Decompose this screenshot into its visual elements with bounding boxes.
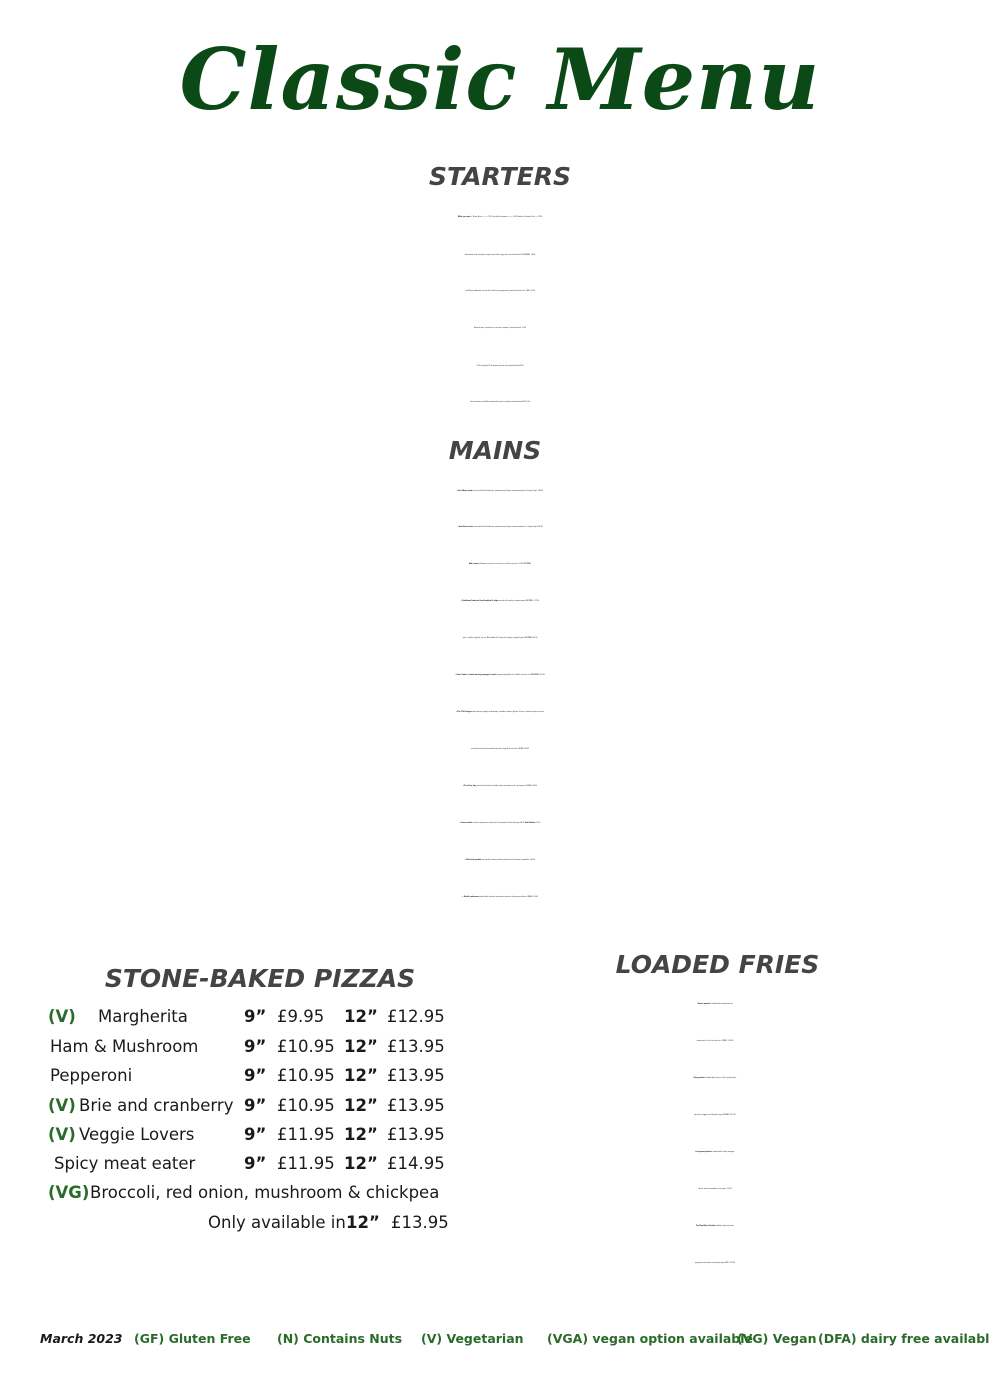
main-name: +Owen Taylor’s award winning sausage & mash (455, 675, 496, 676)
main-tag: (VGA/DFA) (530, 675, 539, 676)
main-desc: Mini haddock & chips with mushy or garden peas (486, 638, 524, 639)
fries-desc: cheese and a homemade curry sauce £13.50 (698, 1189, 732, 1190)
tomatoes-price: £2.95 (512, 217, 518, 218)
main-price: £10.50 (532, 638, 538, 639)
main-price: £28.95 (537, 491, 543, 492)
add-chicken-price: £3.50 (536, 823, 541, 824)
fries-price: £14.95 (729, 1263, 735, 1264)
main-plus: + (462, 638, 464, 639)
pizza-size-12: 12” (344, 1007, 378, 1026)
fries-price: £12.95 (730, 1115, 736, 1116)
pizza-size-9: 9” (244, 1096, 267, 1115)
pizza-price-9: £10.95 (277, 1037, 335, 1056)
main-desc: served with creamy mashed potatoes and seasonal vegetables £14.95 (481, 860, 536, 861)
pizza-price-12: £13.95 (387, 1037, 445, 1056)
sauce-label: Add a sauce: (468, 564, 480, 565)
main-tag: (VGA) (526, 786, 532, 787)
main-desc: served with mash or chunky chips, seasonal veg & a red wine jus (476, 786, 526, 787)
main-price: £15.95 (523, 749, 530, 750)
fries-item-meat (480, 1226, 950, 1227)
fries-item-dirty-cont (480, 1115, 950, 1116)
pizza-price-12: £13.95 (387, 1125, 445, 1144)
fries-item-classic-cont (480, 1041, 950, 1042)
breads-price: £2.95 (537, 217, 543, 218)
pizza-price-9: £9.95 (277, 1007, 325, 1026)
starter-item (0, 366, 1000, 367)
legend-gf: (GF) Gluten Free (134, 1331, 251, 1346)
pizza-name: Veggie Lovers (79, 1125, 195, 1144)
starter-tag: (VG) (525, 291, 530, 292)
pizza-price-12: £13.95 (387, 1066, 445, 1085)
pizza-tag: (V) (48, 1007, 76, 1026)
main-name: +Rich beef goulash (464, 860, 482, 861)
starter-price: £9.95 (519, 366, 524, 367)
pizza-name: Ham & Mushroom (50, 1037, 199, 1056)
starter-price: £7.50 (521, 328, 527, 329)
fries-name: Dirty poutine: (693, 1078, 706, 1079)
pizza-price-9: £10.95 (277, 1066, 335, 1085)
main-tag: (GF/DFA) (524, 638, 532, 639)
main-price: £14.95 (539, 675, 545, 676)
sauce-option (0, 564, 1000, 565)
starter-item (0, 291, 1000, 292)
olives-tag: (V/GF) (482, 217, 487, 218)
pizza-name: Brie and cranberry (79, 1096, 234, 1115)
mains-heading: MAINS (448, 436, 542, 465)
main-desc: croutons, parmesan, anchovies & homemade Caesar dressing £9.95 (472, 823, 525, 824)
starter-tag: (V) (522, 402, 526, 403)
pizza-price-12: £13.95 (391, 1213, 449, 1232)
starter-item (0, 255, 1000, 256)
starter-price: £6.95 (530, 291, 535, 292)
olives-price: £2.95 (487, 217, 492, 218)
main-price: £16.50 (531, 786, 538, 787)
fries-item-meat-cont (480, 1263, 950, 1264)
main-desc: served with field mushroom, parmesan and thyme roasted tomatoes & chunky chips (473, 491, 537, 492)
pizza-name: Spicy meat eater (54, 1154, 196, 1173)
while-you-wait-line (0, 217, 1000, 218)
pizza-price-12: £13.95 (387, 1096, 445, 1115)
main-price: £14.50 (532, 897, 538, 898)
fries-desc: Loaded with mozzarella and (711, 1004, 733, 1005)
pizza-size-12: 12” (344, 1066, 378, 1085)
fries-tag: (V/GF) (721, 1041, 728, 1042)
main-desc: 6oz premium quality steak burger, cheddar, tomato, gherkin, lettuce, chipotle mayo served on (472, 712, 544, 713)
legend-v: (V) Vegetarian (421, 1331, 524, 1346)
legend-n: (N) Contains Nuts (277, 1331, 403, 1346)
starter-text: Cauliflower tabbouleh served with scallions, pomegranate seeds and fresh mint (465, 291, 525, 292)
main-item-carbonara (0, 897, 1000, 898)
main-name: +Traditional battered fresh haddock & chips (460, 601, 499, 602)
pizza-price-9: £10.95 (277, 1096, 335, 1115)
pizza-size-9: 9” (244, 1125, 267, 1144)
starter-text: Chilli and garlic Pil Pil prawns served with toasted bread (476, 366, 519, 367)
pizza-tag: (V) (48, 1125, 76, 1144)
main-item-haddock (0, 601, 1000, 602)
fries-item-classic (480, 1004, 950, 1005)
fries-item-currywurst-cont (480, 1189, 950, 1190)
pizza-size-9: 9” (244, 1007, 267, 1026)
main-name: + British carbonara (462, 897, 479, 898)
pizza-size-12: 12” (344, 1096, 378, 1115)
main-lead: For a smaller appetite, try our (463, 638, 487, 639)
main-desc: served with mushy (498, 601, 514, 602)
pizza-size-12: 12” (344, 1037, 378, 1056)
pizza-tag: (V) (48, 1096, 76, 1115)
fries-desc: pepperoni, prosciutto and smoky mayo (695, 1263, 725, 1264)
main-desc: served with field mushroom, parmesan and thyme roasted tomatoes & chunky chips (473, 527, 537, 528)
main-desc: a brioche bun with homemade slaw onion rings & skin-on fries (470, 749, 518, 750)
starters-heading: STARTERS (429, 162, 571, 191)
starter-text: Fresh tomato and buffalo mozzarella served on garlicy toasted bread (470, 402, 522, 403)
pizza-only-label: Only available in (208, 1213, 346, 1232)
menu-date: March 2023 (40, 1331, 123, 1346)
fries-name: Classic poutine: (697, 1004, 711, 1005)
main-name: +Caesar salad: (459, 823, 473, 824)
legend-vga: (VGA) vegan option available (547, 1331, 754, 1346)
main-item-goulash (0, 860, 1000, 861)
starter-text: Homemade leek and potato soup served with crispy leeks and fresh bread (464, 255, 521, 256)
fries-name: Currywurst poutine: (695, 1152, 713, 1153)
olives-item: Mixed olives (472, 217, 483, 218)
main-price: £24.95 (537, 527, 543, 528)
main-name: +Pie of the day: (462, 786, 477, 787)
pizza-price-9: £11.95 (277, 1154, 335, 1173)
breads-item: Basket of breads & oils (517, 217, 535, 218)
main-name: +The 1744 burger: (456, 712, 473, 713)
menu-title: Classic Menu (179, 30, 821, 129)
fries-price: £10.95 (728, 1041, 734, 1042)
pizza-name: Broccoli, red onion, mushroom & chickpea (90, 1183, 440, 1202)
main-name: + 8oz Bistro steak (457, 527, 473, 528)
main-desc: garden peas (515, 601, 526, 602)
main-tag: (GF/DFA) (525, 601, 533, 602)
pizza-price-9: £11.95 (277, 1125, 335, 1144)
pizza-price-12: £14.95 (387, 1154, 445, 1173)
add-chicken-label: Add Chicken (525, 823, 536, 824)
fries-desc: Loaded with smoky sausage, (712, 1152, 735, 1153)
pizza-tag: (VG) (48, 1183, 90, 1202)
fries-item-dirty (480, 1078, 950, 1079)
fries-desc: Salami, pancetta, ham, (716, 1226, 735, 1227)
fries-desc: Loaded with cheese, chilis, spring onion, (705, 1078, 737, 1079)
pizza-size-9: 9” (244, 1066, 267, 1085)
main-desc: seasonal vegetables & a shallot red wine jus (496, 675, 530, 676)
pizza-size-9: 9” (244, 1037, 267, 1056)
pizza-size-9: 9” (244, 1154, 267, 1173)
pizza-size-12: 12” (344, 1154, 378, 1173)
pizza-size-12: 12” (344, 1125, 378, 1144)
starter-tag: (VG)(GFA) (521, 255, 531, 256)
fries-tag: (GF) (724, 1263, 729, 1264)
fries-tag: (GF/VA) (723, 1115, 730, 1116)
fries-item-currywurst (480, 1152, 950, 1153)
sauce-tag: (GF/DFA) (523, 564, 532, 565)
fries-name: The Meat Eater Poutine: (695, 1226, 717, 1227)
pizzas-heading: STONE-BAKED PIZZAS (104, 964, 416, 993)
breads-tag: (V) (535, 217, 538, 218)
main-item-sausage (0, 675, 1000, 676)
main-tag: (VGA) (518, 749, 524, 750)
starter-price: £6.95 (530, 255, 536, 256)
tomatoes-item: Sun-blush tomatoes (492, 217, 508, 218)
pizza-name: Pepperoni (50, 1066, 133, 1085)
main-item-ribeye (0, 491, 1000, 492)
main-desc: cooked with chestnut mushroom, pancetta & parmesan cheese (479, 897, 527, 898)
main-item-burger-cont (0, 749, 1000, 750)
legend-vg: (VG) Vegan (737, 1331, 817, 1346)
starter-item (0, 402, 1000, 403)
starter-price: £9.50 (525, 402, 530, 403)
main-name: +8oz Ribeye steak (457, 491, 473, 492)
main-item-mini-haddock (0, 638, 1000, 639)
tomatoes-tag: (V/GF) (508, 217, 513, 218)
main-item-pie (0, 786, 1000, 787)
main-item-burger (0, 712, 1000, 713)
starter-item (0, 328, 1000, 329)
while-you-wait-label: While you wait… (457, 217, 472, 218)
pizza-price-12: £12.95 (387, 1007, 445, 1026)
pizza-name: Margherita (98, 1007, 188, 1026)
starter-text: Brussels pate, cornichon's, red onion chutney & toasted bread (473, 328, 521, 329)
main-tag: (VGA) (527, 897, 533, 898)
legend-dfa: (DFA) dairy free availabl (818, 1331, 990, 1346)
fries-desc: smothered in a rich red wine jus (696, 1041, 721, 1042)
sauce-desc: Peppercorn sauce, red wine jus or stilton sauce for £2.50 (480, 564, 524, 565)
main-item-bistro (0, 527, 1000, 528)
main-desc-or: or (513, 601, 516, 602)
fries-heading: LOADED FRIES (615, 950, 820, 979)
fries-desc: pancetta, peppers and chipotle mayo (694, 1115, 723, 1116)
main-price: £17.50 (533, 601, 540, 602)
pizza-size-12: 12” (346, 1213, 380, 1232)
main-item-caesar (0, 823, 1000, 824)
